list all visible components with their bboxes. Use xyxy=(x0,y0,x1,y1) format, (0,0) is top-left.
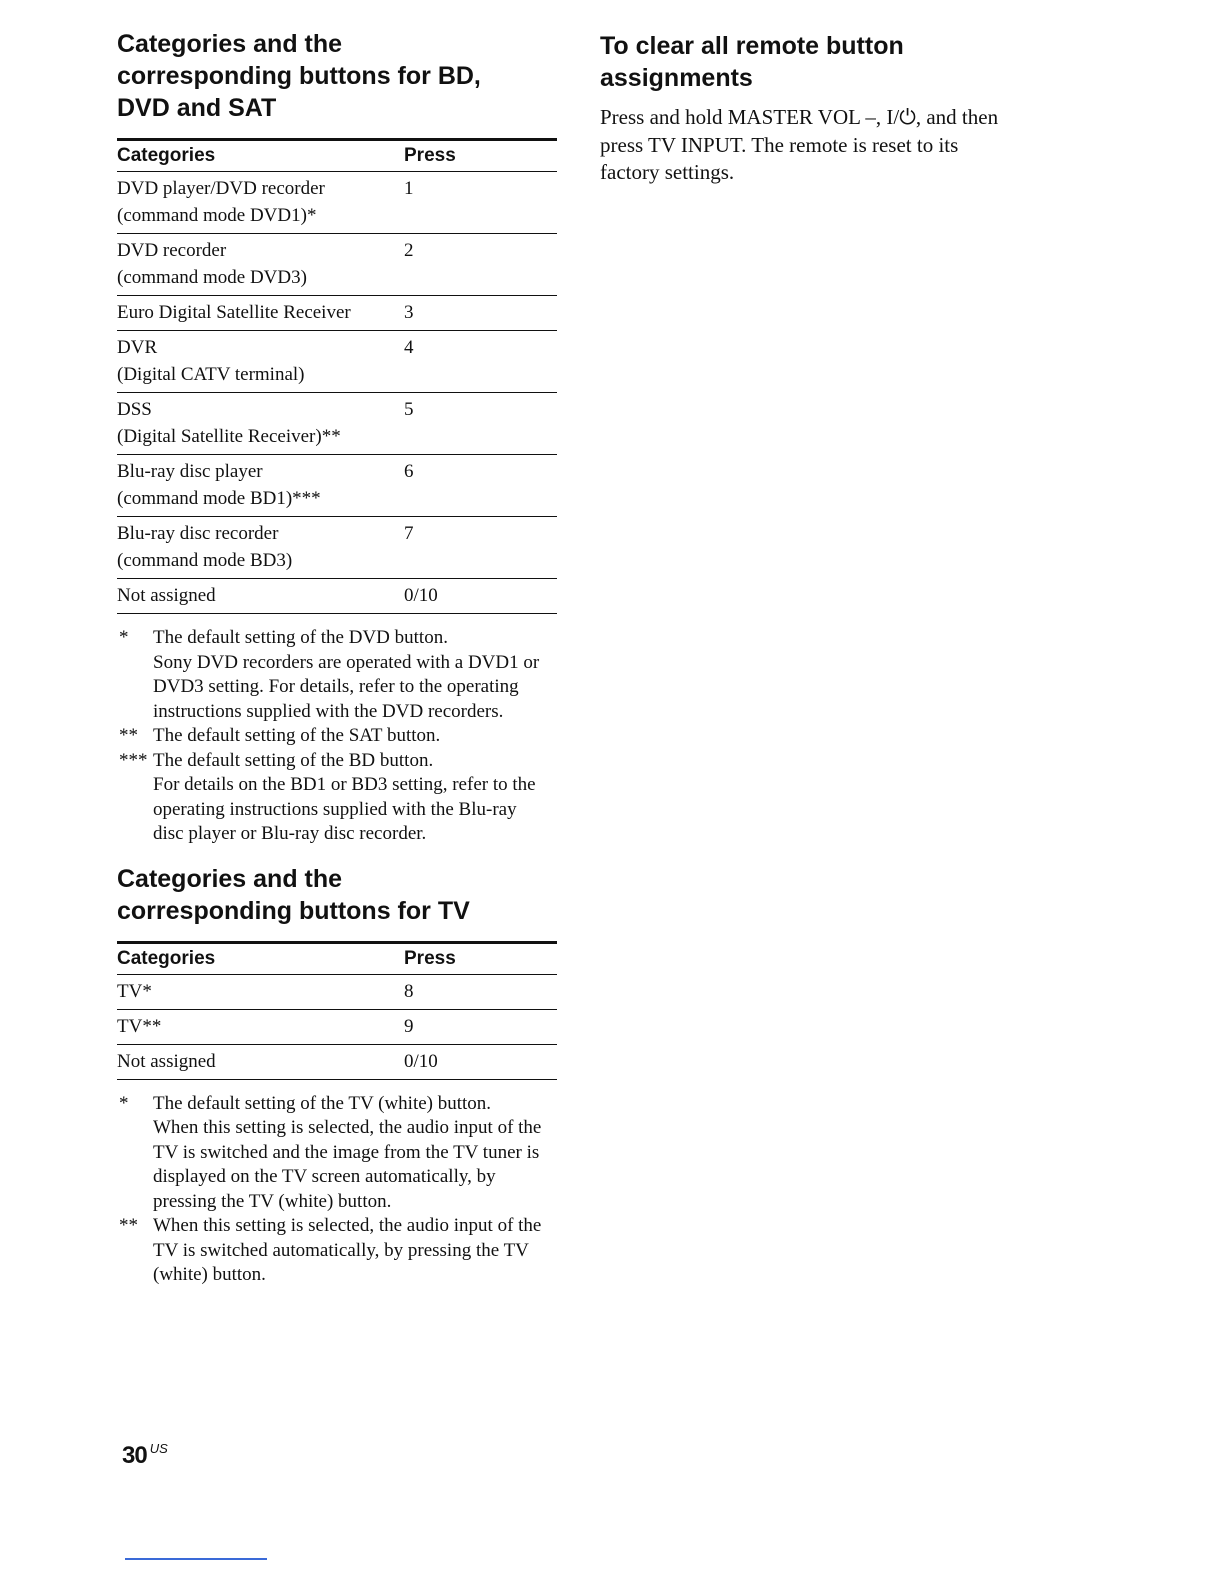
table-row xyxy=(117,974,557,1009)
column-header-categories: Categories xyxy=(117,140,404,172)
footnote-text: The default setting of the BD button. For details on the BD1 or BD3 setting, refer to the operating instructions supplied with the Blu-ray disc player or Blu-ray disc recorder. xyxy=(153,749,536,844)
footnotes-tv xyxy=(117,1092,557,1288)
press-cell: 6 xyxy=(404,455,557,517)
footnote-text: The default setting of the TV (white) button. When this setting is selected, the audio input of the TV is switched and the image from the TV tuner is displayed on the TV screen automatically, by pressing the TV (white) button. xyxy=(153,1092,542,1212)
category-cell: TV** xyxy=(117,1009,404,1044)
table-row xyxy=(117,296,557,331)
footnote-mark: *** xyxy=(119,749,148,771)
table-row xyxy=(117,517,557,579)
press-cell: 7 xyxy=(404,517,557,579)
press-cell: 2 xyxy=(404,234,557,296)
category-cell: DVD player/DVD recorder (command mode DVD1)* xyxy=(117,172,404,234)
section-title-bd-dvd-sat: Categories and the corresponding buttons for BD, DVD and SAT xyxy=(117,30,481,122)
table-row xyxy=(117,1009,557,1044)
table-header-row xyxy=(117,140,557,172)
footnote xyxy=(117,1092,557,1215)
footnote-text: When this setting is selected, the audio input of the TV is switched automatically, by pressing the TV (white) button. xyxy=(153,1215,542,1285)
right-column xyxy=(600,30,1060,187)
table-row xyxy=(117,579,557,614)
page-number: 30 $^{US}$ xyxy=(122,1441,168,1469)
footnote-mark: * xyxy=(119,1092,129,1114)
section-title-tv: Categories and the corresponding buttons for TV xyxy=(117,864,470,925)
footnote-text: The default setting of the SAT button. xyxy=(153,725,441,746)
category-cell: TV* xyxy=(117,974,404,1009)
footnote xyxy=(117,749,557,847)
table-row xyxy=(117,331,557,393)
category-cell: Not assigned xyxy=(117,579,404,614)
clear-assignments-instructions: Press and hold MASTER VOL –, I/⏻, and then press TV INPUT. The remote is reset to its factory settings. xyxy=(600,105,999,184)
footnote-mark: * xyxy=(119,627,129,648)
left-column xyxy=(117,28,557,1288)
table-row xyxy=(117,1044,557,1079)
category-cell: Blu-ray disc player (command mode BD1)*** xyxy=(117,455,404,517)
category-cell: Not assigned xyxy=(117,1044,404,1079)
footnote-text: The default setting of the DVD button. Sony DVD recorders are operated with a DVD1 or DVD3 setting. For details, refer to the operating instructions supplied with the DVD recorders. xyxy=(153,627,540,722)
column-header-press: Press xyxy=(404,140,557,172)
bottom-divider xyxy=(125,1558,267,1560)
press-cell: 9 xyxy=(404,1009,557,1044)
table-row xyxy=(117,234,557,296)
press-cell: 0/10 xyxy=(404,1044,557,1079)
footnote xyxy=(117,724,557,749)
categories-table-bd-dvd-sat xyxy=(117,138,557,614)
press-cell: 5 xyxy=(404,393,557,455)
press-cell: 0/10 xyxy=(404,579,557,614)
table-row xyxy=(117,393,557,455)
press-cell: 1 xyxy=(404,172,557,234)
footnote xyxy=(117,626,557,724)
table-row xyxy=(117,172,557,234)
column-header-press: Press xyxy=(404,942,557,974)
category-cell: Blu-ray disc recorder (command mode BD3) xyxy=(117,517,404,579)
section-title-clear-assignments: To clear all remote button assignments xyxy=(600,32,904,92)
column-header-categories: Categories xyxy=(117,942,404,974)
page-region-suffix: US xyxy=(149,1441,168,1456)
category-cell: DVR (Digital CATV terminal) xyxy=(117,331,404,393)
press-cell: 4 xyxy=(404,331,557,393)
categories-table-tv xyxy=(117,941,557,1080)
press-cell: 3 xyxy=(404,296,557,331)
footnote-mark: ** xyxy=(119,725,138,746)
table-header-row xyxy=(117,942,557,974)
footnote-mark: ** xyxy=(119,1215,138,1236)
category-cell: DVD recorder (command mode DVD3) xyxy=(117,234,404,296)
category-cell: Euro Digital Satellite Receiver xyxy=(117,296,404,331)
category-cell: DSS (Digital Satellite Receiver)** xyxy=(117,393,404,455)
press-cell: 8 xyxy=(404,974,557,1009)
footnote xyxy=(117,1214,557,1288)
section-tv xyxy=(117,863,557,1288)
table-row xyxy=(117,455,557,517)
footnotes-bd-dvd-sat xyxy=(117,626,557,847)
